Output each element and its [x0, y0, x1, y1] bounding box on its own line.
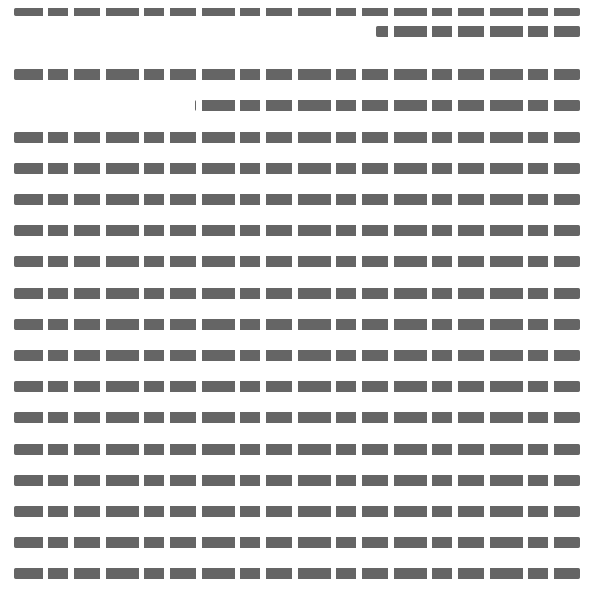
text-line	[14, 246, 580, 277]
text-line	[14, 309, 580, 340]
text-line	[14, 122, 580, 153]
text-line	[14, 90, 580, 121]
text-line	[14, 465, 580, 496]
article-paragraph-4	[14, 371, 580, 589]
text-line	[14, 558, 580, 589]
text-line	[14, 184, 580, 215]
article-paragraph-1	[14, 0, 580, 47]
text-line	[14, 340, 580, 371]
text-line	[14, 59, 580, 90]
text-line	[14, 371, 580, 402]
article-paragraph-3	[14, 122, 580, 372]
text-line	[14, 153, 580, 184]
text-line	[14, 496, 580, 527]
text-line	[14, 527, 580, 558]
text-line	[14, 215, 580, 246]
text-line	[14, 16, 580, 47]
text-line	[14, 433, 580, 464]
text-line	[14, 402, 580, 433]
text-line	[14, 0, 580, 16]
article-paragraph-2	[14, 59, 580, 121]
text-line	[14, 278, 580, 309]
